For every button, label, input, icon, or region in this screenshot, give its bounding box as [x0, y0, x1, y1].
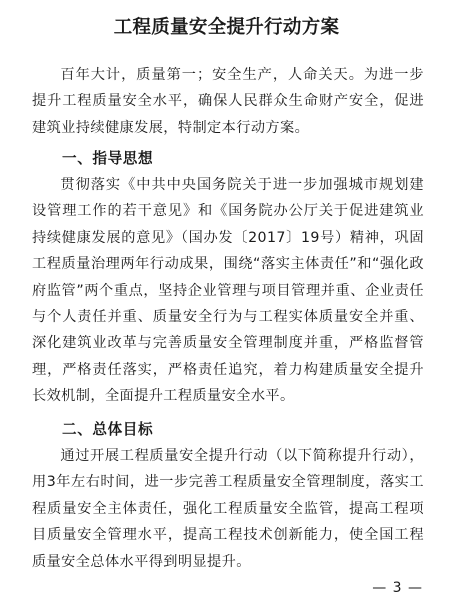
document-title: 工程质量安全提升行动方案 — [113, 17, 340, 38]
guiding-ideology-paragraph: 贯彻落实《中共中央国务院关于进一步加强城市规划建设管理工作的若干意见》和《国务院办公厅关于促进建筑业持续健康发展的意见》（国办发〔2017〕19号）精神，巩固工程质量治理两年行动成果，围绕“落实主体责任”和“强化政府监管”两个重点，坚持企业管理与项目管理并重、企业责任与个人责任并重、质量安全行为与工程实体质量安全并重、深化建筑业改革与完善质量安全管理制度并重，严格监督管理，严格责任落实，严格责任追究，着力构建质量安全提升长效机制，全面提升工程质量安全水平。 — [32, 177, 424, 405]
overall-goal-paragraph: 通过开展工程质量安全提升行动（以下简称提升行动），用3年左右时间，进一步完善工程质量安全管理制度，落实工程质量安全主体责任，强化工程质量安全监管，提高工程项目质量安全管理水平，提高工程技术创新能力，使全国工程质量安全总体水平得到明显提升。 — [32, 448, 424, 570]
section-heading-overall-goal: 二、总体目标 — [62, 421, 154, 438]
intro-paragraph: 百年大计，质量第一；安全生产，人命关天。为进一步提升工程质量安全水平，确保人民群众生命财产安全，促进建筑业持续健康发展，特制定本行动方案。 — [32, 67, 424, 136]
section-heading-guiding-ideology: 一、指导思想 — [62, 150, 154, 167]
page-number: — 3 — — [372, 580, 423, 596]
